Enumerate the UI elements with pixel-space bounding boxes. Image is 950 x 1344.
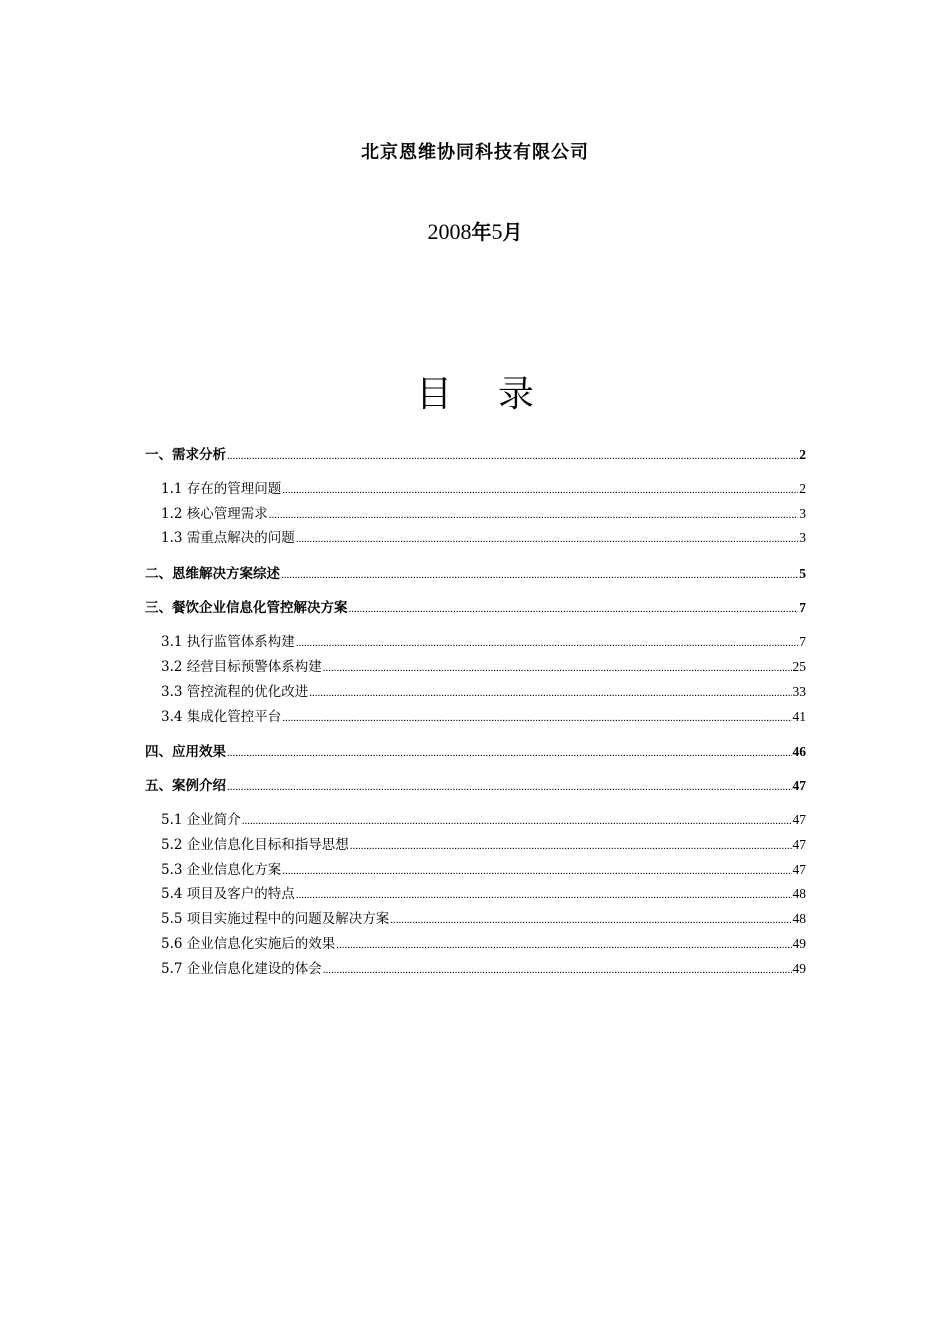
toc-entry[interactable] — [161, 884, 806, 904]
toc-entry-page: 41 — [792, 709, 806, 724]
toc-leader-dots — [323, 960, 792, 980]
toc-leader-dots — [269, 505, 798, 525]
toc-entry-page: 48 — [792, 886, 806, 901]
toc-entry-label: 5.3 企业信息化方案 — [161, 862, 282, 878]
toc-entry[interactable] — [161, 682, 806, 702]
toc-leader-dots — [349, 599, 799, 619]
toc-entry-label: 一、需求分析 — [145, 447, 226, 463]
toc-entry-label: 四、应用效果 — [145, 744, 226, 760]
toc-entry-page: 2 — [799, 481, 806, 496]
toc-entry-label: 5.6 企业信息化实施后的效果 — [161, 936, 336, 952]
toc-entry-label: 5.7 企业信息化建设的体会 — [161, 961, 322, 977]
toc-entry-label: 5.2 企业信息化目标和指导思想 — [161, 837, 349, 853]
date-month: 5 — [491, 219, 503, 244]
toc-leader-dots — [296, 885, 792, 905]
toc-entry-page: 7 — [799, 600, 806, 615]
toc-leader-dots — [227, 777, 792, 797]
toc-leader-dots — [336, 935, 791, 955]
toc-entry[interactable] — [161, 707, 806, 727]
toc-entry[interactable] — [145, 598, 806, 618]
toc-entry-page: 47 — [792, 778, 806, 793]
toc-entry-page: 47 — [792, 812, 806, 827]
toc-entry-label: 3.1 执行监管体系构建 — [161, 634, 295, 650]
date-year: 2008 — [427, 219, 472, 244]
toc-leader-dots — [282, 480, 798, 500]
toc-entry-page: 7 — [799, 634, 806, 649]
toc-entry-label: 1.1 存在的管理问题 — [161, 481, 282, 497]
toc-entry-label: 3.2 经营目标预警体系构建 — [161, 659, 322, 675]
toc-entry-page: 47 — [792, 837, 806, 852]
toc-leader-dots — [227, 446, 798, 466]
toc-entry[interactable] — [145, 445, 806, 465]
toc-leader-dots — [323, 658, 792, 678]
toc-entry[interactable] — [161, 810, 806, 830]
toc-entry-page: 5 — [799, 566, 806, 581]
toc-entry-page: 2 — [799, 447, 806, 462]
toc-entry-page: 46 — [792, 744, 806, 759]
toc-entry-label: 五、案例介绍 — [145, 778, 226, 794]
toc-entry-label: 5.1 企业简介 — [161, 812, 241, 828]
toc-leader-dots — [296, 633, 798, 653]
date-month-unit: 月 — [502, 220, 523, 244]
toc-entry[interactable] — [145, 564, 806, 584]
toc-entry[interactable] — [161, 657, 806, 677]
toc-entry[interactable] — [161, 528, 806, 548]
toc-entry-label: 3.3 管控流程的优化改进 — [161, 684, 309, 700]
toc-entry-label: 3.4 集成化管控平台 — [161, 709, 282, 725]
toc-entry[interactable] — [145, 776, 806, 796]
toc-entry-label: 二、恩维解决方案综述 — [145, 566, 280, 582]
toc-entry[interactable] — [161, 860, 806, 880]
toc-entry-label: 5.4 项目及客户的特点 — [161, 886, 295, 902]
toc-leader-dots — [242, 811, 792, 831]
toc-entry-page: 25 — [792, 659, 806, 674]
toc-entry-label: 1.2 核心管理需求 — [161, 506, 268, 522]
toc-leader-dots — [390, 910, 791, 930]
toc-entry[interactable] — [161, 632, 806, 652]
toc-entry[interactable] — [161, 504, 806, 524]
document-date — [0, 216, 950, 245]
toc-entry-page: 48 — [792, 911, 806, 926]
toc-leader-dots — [227, 743, 792, 763]
toc-entry-page: 3 — [799, 530, 806, 545]
toc-leader-dots — [282, 708, 791, 728]
toc-entry[interactable] — [161, 909, 806, 929]
toc-leader-dots — [281, 565, 798, 585]
toc-entry-page: 3 — [799, 506, 806, 521]
toc-entry-page: 49 — [792, 961, 806, 976]
toc-entry[interactable] — [161, 479, 806, 499]
toc-title: 目录 — [415, 374, 580, 415]
toc-entry-page: 49 — [792, 936, 806, 951]
toc-entry-label: 三、餐饮企业信息化管控解决方案 — [145, 600, 348, 616]
toc-entry[interactable] — [145, 742, 806, 762]
toc-entry-page: 47 — [792, 862, 806, 877]
toc-entry[interactable] — [161, 959, 806, 979]
date-year-unit: 年 — [471, 220, 492, 244]
company-name: 北京恩维协同科技有限公司 — [361, 142, 589, 163]
toc-leader-dots — [309, 683, 791, 703]
toc-entry-page: 33 — [792, 684, 806, 699]
toc-entry[interactable] — [161, 835, 806, 855]
toc-leader-dots — [350, 836, 792, 856]
toc-entry[interactable] — [161, 934, 806, 954]
toc-entry-label: 5.5 项目实施过程中的问题及解决方案 — [161, 911, 390, 927]
toc-leader-dots — [282, 861, 791, 881]
toc-entry-label: 1.3 需重点解决的问题 — [161, 530, 295, 546]
toc-leader-dots — [296, 529, 798, 549]
